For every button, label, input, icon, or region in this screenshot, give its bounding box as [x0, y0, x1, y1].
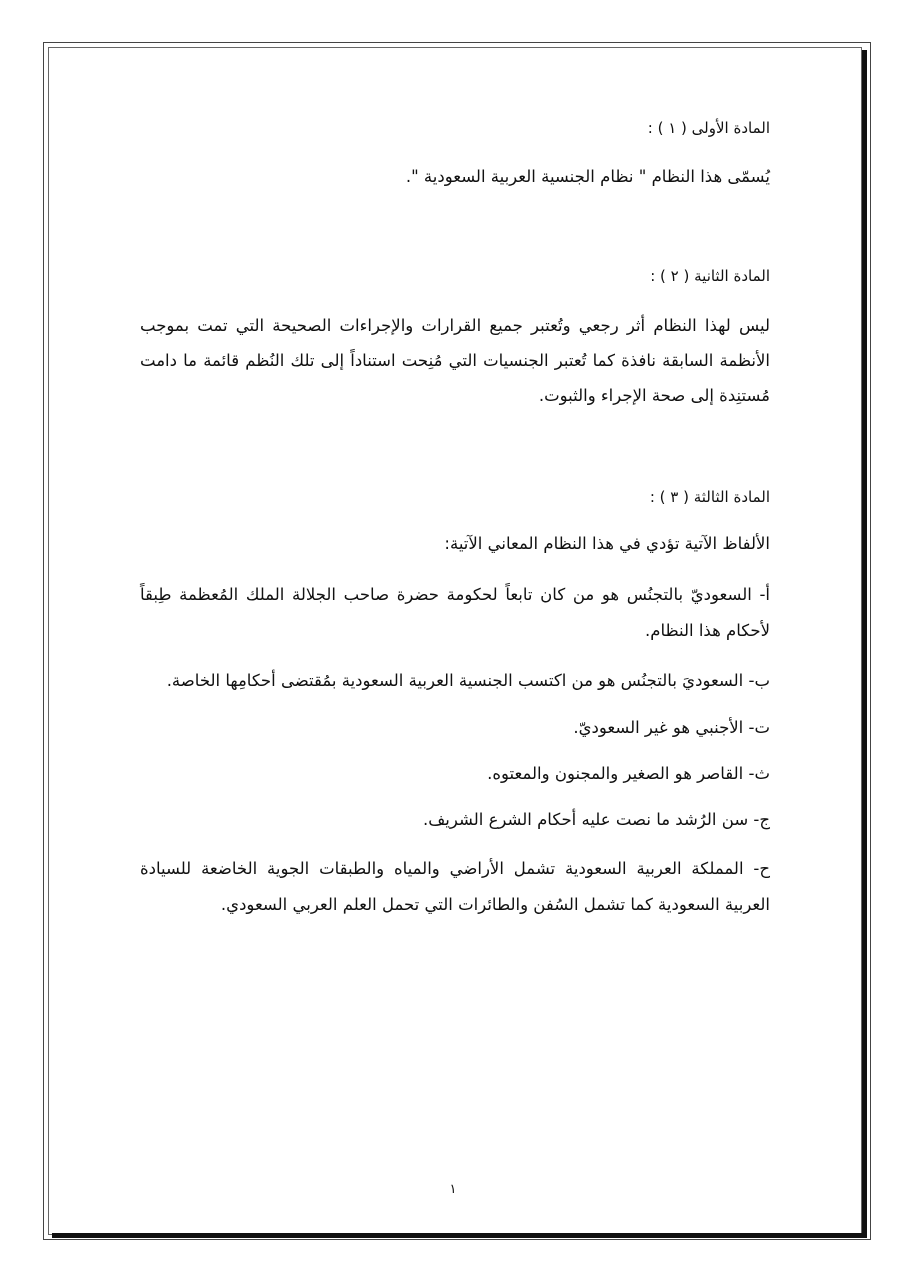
definition-jim: ج- سن الرُشد ما نصت عليه أحكام الشرع الشريف.: [422, 810, 770, 829]
document-body: [140, 110, 770, 923]
article-2-heading: المادة الثانية ( ٢ ) :: [650, 267, 770, 285]
article-1-heading: المادة الأولى ( ١ ) :: [647, 119, 770, 137]
page-border-shadow-right: [862, 50, 867, 1238]
definition-alif: أ- السعوديّ بالتجنُس هو من كان تابعاً لحكومة حضرة صاحب الجلالة الملك المُعظمة طِبقاً لأحكام هذا النظام.: [140, 585, 770, 640]
page-number: ١: [449, 1182, 457, 1197]
definition-tha: ث- القاصر هو الصغير والمجنون والمعتوه.: [487, 764, 770, 783]
article-3-heading: المادة الثالثة ( ٣ ) :: [649, 488, 770, 506]
article-1-text: يُسمّى هذا النظام " نظام الجنسية العربية السعودية ".: [405, 167, 770, 186]
article-3-intro: الألفاظ الآتية تؤدي في هذا النظام المعاني الآتية:: [444, 534, 770, 553]
definition-ba: ب- السعوديَ بالتجنُس هو من اكتسب الجنسية العربية السعودية بمُقتضى أحكامِها الخاصة.: [166, 671, 770, 690]
article-2-text: ليس لهذا النظام أثر رجعي وتُعتبر جميع القرارات والإجراءات الصحيحة التي تمت بموجب الأنظمة السابقة نافذة كما تُعتبر الجنسيات التي مُنِحت استناداً إلى تلك النُظم قائمة ما دامت مُستنِدة إلى صحة الإجراء والثبوت.: [140, 316, 770, 405]
definition-ta: ت- الأجنبي هو غير السعوديّ.: [573, 718, 770, 737]
page-border-shadow-bottom: [52, 1233, 867, 1238]
definition-ha: ح- المملكة العربية السعودية تشمل الأراضي والمياه والطبقات الجوية الخاضعة للسيادة العربية السعودية كما تشمل السُفن والطائرات التي تحمل العلم العربي السعودي.: [140, 859, 770, 914]
